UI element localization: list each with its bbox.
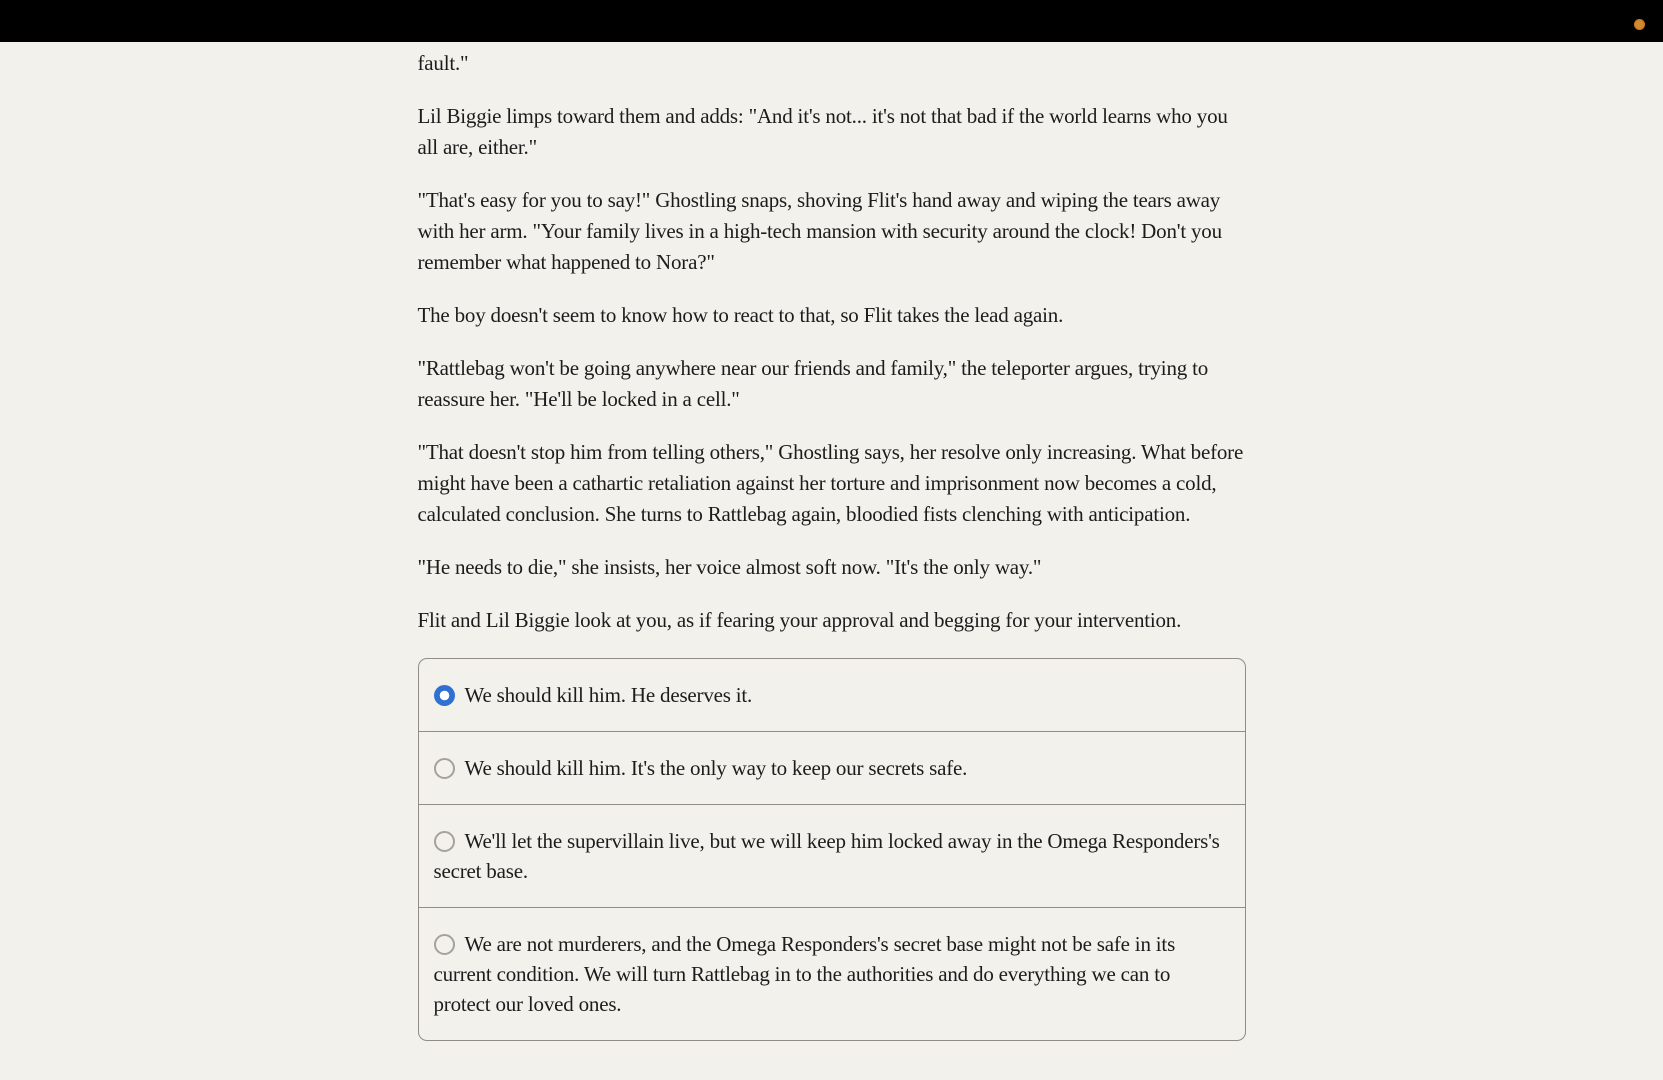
story-paragraph-7: "He needs to die," she insists, her voice almost soft now. "It's the only way.": [417, 555, 1042, 579]
story-content: [418, 42, 1246, 1041]
choice-option-2[interactable]: [419, 731, 1245, 804]
status-dot-icon: [1634, 19, 1645, 30]
radio-button-icon[interactable]: [434, 934, 455, 955]
story-paragraph-5: "Rattlebag won't be going anywhere near our friends and family," the teleporter argues, trying to reassure her. "He'll be locked in a cell.": [417, 356, 1209, 411]
choice-label-3: We'll let the supervillain live, but we will keep him locked away in the Omega Responders's secret base.: [433, 829, 1220, 883]
story-paragraph-3: "That's easy for you to say!" Ghostling snaps, shoving Flit's hand away and wiping the tears away with her arm. "Your family lives in a high-tech mansion with security around the clock! Don't you remember what happened to Nora?": [417, 188, 1222, 274]
choice-option-1[interactable]: [419, 659, 1245, 731]
top-bar: [0, 0, 1663, 42]
story-paragraph-6: "That doesn't stop him from telling others," Ghostling says, her resolve only increasing. What before might have been a cathartic retaliation against her torture and imprisonment now becomes a cold, calculated conclusion. She turns to Rattlebag again, bloodied fists clenching with anticipation.: [417, 440, 1244, 526]
radio-button-icon[interactable]: [434, 831, 455, 852]
choice-label-1: We should kill him. He deserves it.: [464, 683, 753, 707]
story-paragraph-1: fault.": [417, 51, 469, 75]
radio-button-icon[interactable]: [434, 685, 455, 706]
choice-list: [418, 658, 1246, 1041]
choice-option-4[interactable]: [419, 907, 1245, 1040]
choice-option-3[interactable]: [419, 804, 1245, 907]
choice-label-2: We should kill him. It's the only way to keep our secrets safe.: [464, 756, 968, 780]
story-paragraph-8: Flit and Lil Biggie look at you, as if fearing your approval and begging for your intervention.: [417, 608, 1182, 632]
story-paragraph-2: Lil Biggie limps toward them and adds: "And it's not... it's not that bad if the world learns who you all are, either.": [417, 104, 1228, 159]
choice-label-4: We are not murderers, and the Omega Responders's secret base might not be safe in its current condition. We will turn Rattlebag in to the authorities and do everything we can to protect our loved ones.: [433, 932, 1176, 1016]
radio-button-icon[interactable]: [434, 758, 455, 779]
story-paragraph-4: The boy doesn't seem to know how to react to that, so Flit takes the lead again.: [417, 303, 1064, 327]
